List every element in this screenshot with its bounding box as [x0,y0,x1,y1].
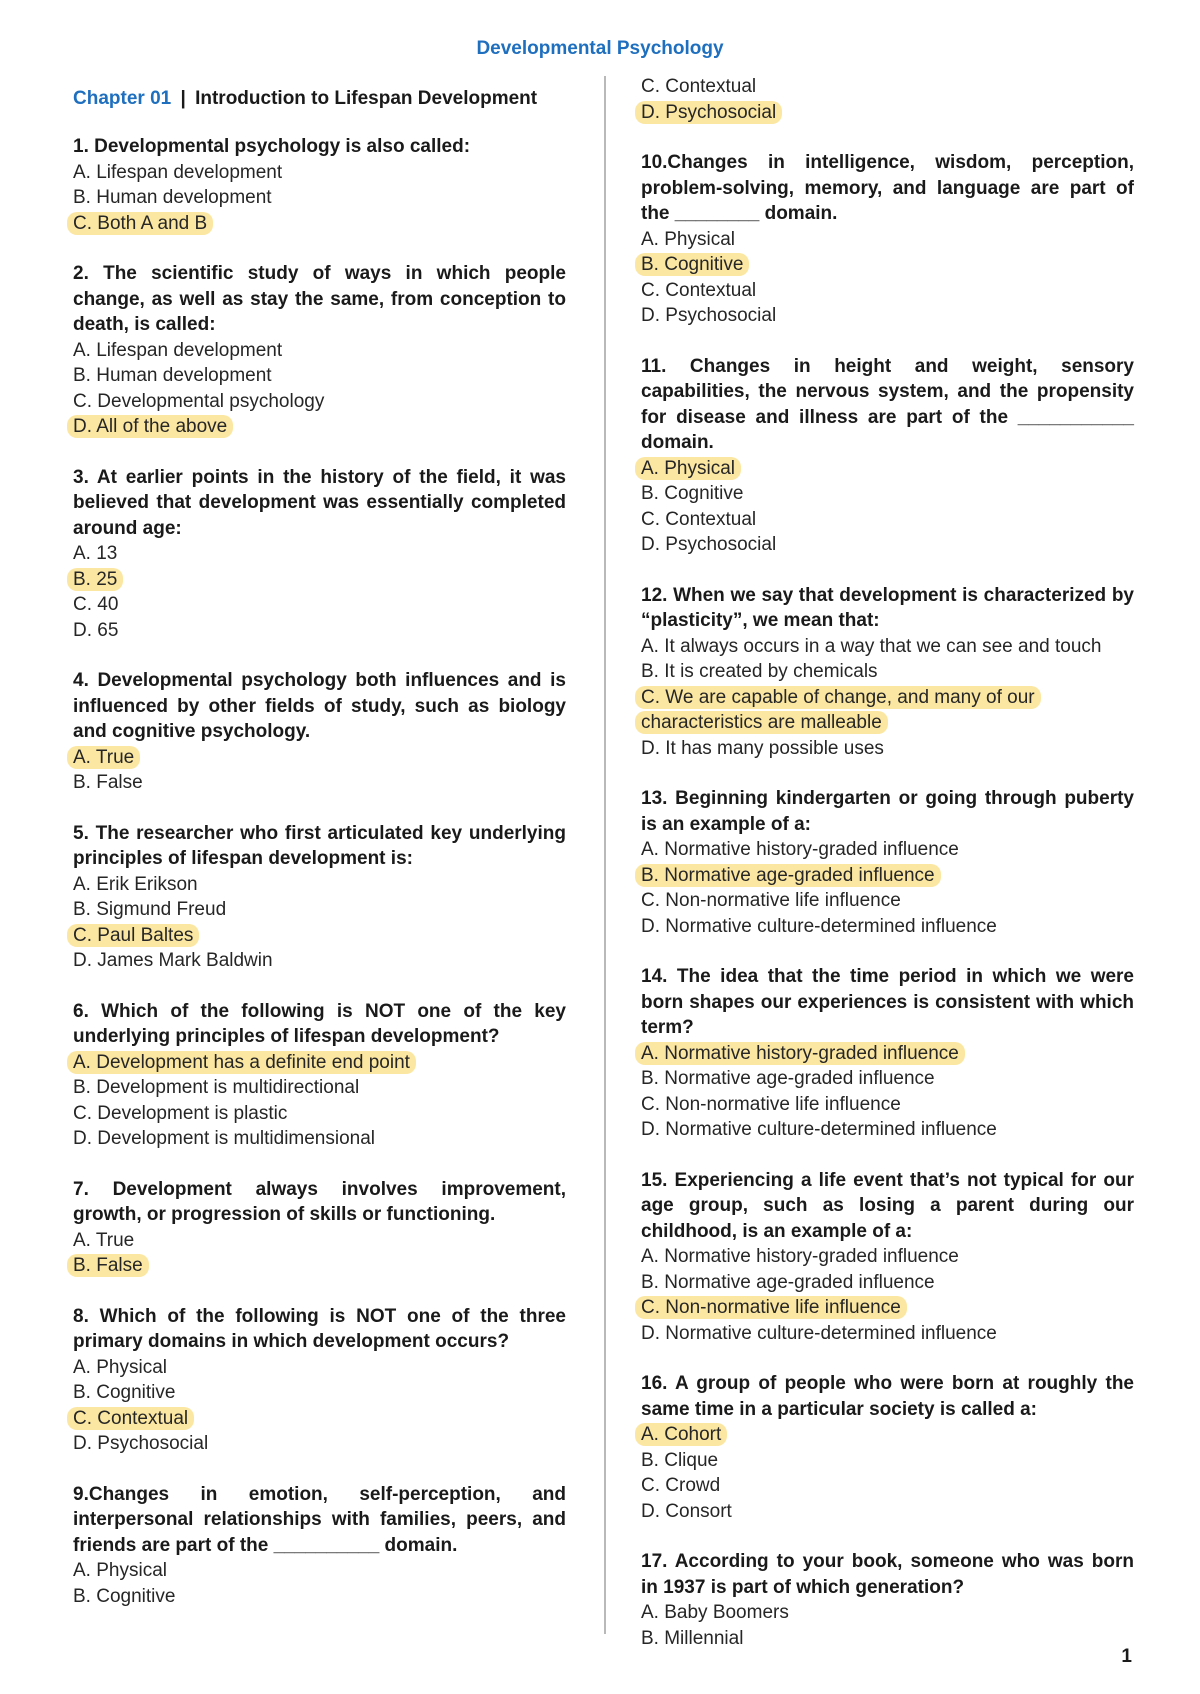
answer-option [73,897,566,923]
answer-option [641,303,1134,329]
answer-option-label: C. Both A and B [67,212,213,235]
answer-option-label: B. False [67,1254,149,1277]
answer-option-label: C. Developmental psychology [73,390,325,412]
answer-option-label: A. Normative history-graded influence [635,1042,965,1065]
answer-option [73,770,566,796]
answer-option [641,1626,1134,1652]
answer-option-label: A. Physical [635,457,741,480]
question-text: 5. The researcher who first articulated key underlying principles of lifespan development is: [73,822,566,869]
answer-option-label: B. Human development [73,187,272,208]
answer-option-label: D. Normative culture-determined influence [641,1119,997,1140]
answer-option [641,532,1134,558]
answer-option-label: C. Crowd [641,1475,721,1496]
answer-option-label: B. Millennial [641,1627,744,1649]
answer-option-label: C. Non-normative life influence [635,1296,907,1319]
answer-option-label: D. All of the above [67,415,233,438]
question-item [73,1482,566,1610]
answer-option-label: A. It always occurs in a way that we can see and touch [641,635,1102,657]
answer-option-label: B. Clique [641,1449,719,1471]
answer-option [73,1584,566,1610]
answer-option-label: C. We are capable of change, and many of our [635,686,1041,709]
answer-option-label: A. Normative history-graded influence [641,1246,959,1267]
question-item [73,999,566,1152]
answer-option [641,1295,1134,1321]
answer-option [641,252,1134,278]
answer-option [641,481,1134,507]
question-item [641,1168,1134,1347]
question-text: 16. A group of people who were born at roughly the same time in a particular society is called a: [641,1373,1134,1420]
answer-option [73,1406,566,1432]
answer-option-label: B. It is created by chemicals [641,661,878,682]
answer-option-label: D. Psychosocial [641,305,777,326]
answer-option [73,1050,566,1076]
answer-option-label: C. Development is plastic [73,1102,288,1124]
answer-option-label: D. 65 [73,619,119,641]
page-title: Developmental Psychology [476,38,724,59]
answer-option [641,1473,1134,1499]
answer-option [641,837,1134,863]
answer-option [641,1092,1134,1118]
chapter-title: Introduction to Lifespan Development [195,88,538,109]
answer-option [641,1270,1134,1296]
question-text: 8. Which of the following is NOT one of the three primary domains in which development occurs? [73,1305,566,1352]
answer-option-label: D. Normative culture-determined influence [641,915,997,937]
answer-option-label: B. Cognitive [73,1382,176,1403]
answer-option-label: B. Human development [73,365,272,386]
answer-option [73,592,566,618]
question-text: 4. Developmental psychology both influences and is influenced by other fields of study, such as biology and cognitive psychology. [73,670,566,742]
answer-option-label: A. 13 [73,543,118,564]
question-text: 1. Developmental psychology is also called: [73,136,471,157]
answer-option [641,1600,1134,1626]
answer-option [73,1431,566,1457]
question-item [73,1304,566,1457]
question-text: 6. Which of the following is NOT one of the key underlying principles of lifespan development? [73,1000,566,1047]
question-item [73,465,566,644]
answer-option-label: B. Normative age-graded influence [641,1068,935,1089]
answer-option [73,1380,566,1406]
chapter-label: Chapter 01 [73,88,172,109]
answer-option [73,363,566,389]
right-column [641,74,1134,1676]
left-column [73,86,566,1634]
answer-option [641,710,1134,736]
answer-option-label: A. Baby Boomers [641,1602,789,1623]
answer-option [641,914,1134,940]
column-divider [604,76,606,1634]
answer-option [641,1422,1134,1448]
answer-option-label: C. Contextual [641,279,757,301]
page-number: 1 [1121,1646,1132,1667]
question-item [641,964,1134,1143]
answer-option [641,507,1134,533]
question-item [641,583,1134,762]
answer-option-label: D. It has many possible uses [641,737,884,759]
answer-option-label: C. 40 [73,594,119,615]
answer-option [641,74,1134,100]
chapter-heading [73,86,566,112]
answer-option [641,278,1134,304]
answer-option [73,389,566,415]
answer-option-label: D. Normative culture-determined influence [641,1322,997,1344]
answer-option-label: A. Development has a definite end point [67,1051,416,1074]
answer-option-label: C. Contextual [641,508,757,530]
answer-option-label: A. Erik Erikson [73,873,198,895]
answer-option-label: A. Physical [641,228,735,250]
answer-option [641,736,1134,762]
answer-option [641,888,1134,914]
answer-option-label: A. Lifespan development [73,339,283,361]
chapter-separator: | [180,88,186,109]
answer-option-label: B. Cognitive [73,1585,176,1607]
question-text: 10.Changes in intelligence, wisdom, perception, problem-solving, memory, and language are part of the ________ domain. [641,152,1134,224]
answer-option [641,1066,1134,1092]
answer-option [73,1558,566,1584]
answer-option [641,634,1134,660]
question-item [73,668,566,796]
answer-option-label: D. Consort [641,1500,732,1522]
answer-option-label: D. Psychosocial [635,101,782,124]
answer-option-label: B. Normative age-graded influence [635,864,941,887]
answer-option [73,1228,566,1254]
question-text: 14. The idea that the time period in which we were born shapes our experiences is consistent with which term? [641,966,1134,1038]
question-item [641,354,1134,558]
answer-option [73,1101,566,1127]
answer-option-label: D. Psychosocial [641,534,777,555]
answer-option [73,414,566,440]
answer-option-label: C. Non-normative life influence [641,1093,901,1115]
answer-option [73,923,566,949]
question-item [641,1549,1134,1651]
question-item [641,786,1134,939]
answer-option [641,227,1134,253]
answer-option-label: A. True [73,1229,135,1251]
answer-option [73,745,566,771]
answer-option-label: B. 25 [67,568,123,591]
answer-option-label: A. Lifespan development [73,161,283,183]
answer-option [73,338,566,364]
answer-option [641,1117,1134,1143]
question-item [73,134,566,236]
answer-option [73,185,566,211]
answer-option [641,100,1134,126]
question-text: 3. At earlier points in the history of the field, it was believed that development was essentially completed around age: [73,466,566,539]
answer-option-label: D. James Mark Baldwin [73,950,273,971]
answer-option-label: D. Development is multidimensional [73,1128,376,1149]
answer-option-label: B. Development is multidirectional [73,1077,360,1098]
question-item [73,821,566,974]
question-text: 7. Development always involves improvement, growth, or progression of skills or functioning. [73,1178,566,1225]
question-text: 13. Beginning kindergarten or going through puberty is an example of a: [641,788,1134,835]
answer-option-label: A. Physical [73,1356,167,1378]
answer-option [641,1244,1134,1270]
question-text: 9.Changes in emotion, self-perception, and interpersonal relationships with families, peers, and friends are part of the __________ domain. [73,1483,566,1556]
question-item [641,1371,1134,1524]
question-text: 12. When we say that development is characterized by “plasticity”, we mean that: [641,584,1134,631]
answer-option-label: A. True [67,746,140,769]
answer-option-label: C. Paul Baltes [67,924,199,947]
answer-option [641,1448,1134,1474]
answer-option-label: A. Normative history-graded influence [641,839,959,860]
answer-option-label: A. Physical [73,1560,167,1581]
answer-option [73,1126,566,1152]
answer-option [641,456,1134,482]
answer-option [73,541,566,567]
right-question-list [641,150,1134,1651]
question-item [73,261,566,440]
answer-option [73,211,566,237]
answer-option-label: D. Psychosocial [73,1433,209,1454]
answer-option-label: C. Contextual [67,1407,194,1430]
question-item [641,150,1134,329]
answer-option [73,1355,566,1381]
question-text: 11. Changes in height and weight, sensory capabilities, the nervous system, and the propensity for disease and illness are part of the ___________ domain. [641,355,1134,453]
question-continuation [641,74,1134,125]
answer-option [73,872,566,898]
answer-option [73,618,566,644]
answer-option [641,685,1134,711]
answer-option-label: C. Contextual [641,76,757,97]
question-text: 17. According to your book, someone who was born in 1937 is part of which generation? [641,1551,1134,1598]
answer-option-label: B. Cognitive [635,253,749,276]
answer-option [641,1321,1134,1347]
answer-option [73,948,566,974]
answer-option [641,659,1134,685]
question-text: 15. Experiencing a life event that’s not typical for our age group, such as losing a parent during our childhood, is an example of a: [641,1169,1134,1242]
answer-option-label: B. Sigmund Freud [73,899,227,920]
answer-option-label: B. False [73,772,143,793]
answer-option [73,567,566,593]
answer-option [641,863,1134,889]
answer-option [73,160,566,186]
answer-option [641,1499,1134,1525]
answer-option-label: B. Normative age-graded influence [641,1271,935,1293]
left-question-list [73,134,566,1609]
question-text: 2. The scientific study of ways in which people change, as well as stay the same, from conception to death, is called: [73,263,566,335]
question-item [73,1177,566,1279]
answer-option-label: A. Cohort [635,1423,727,1446]
answer-option-label: B. Cognitive [641,483,744,504]
answer-option [641,1041,1134,1067]
answer-option-label: characteristics are malleable [635,711,888,734]
answer-option [73,1253,566,1279]
answer-option [73,1075,566,1101]
answer-option-label: C. Non-normative life influence [641,890,901,911]
